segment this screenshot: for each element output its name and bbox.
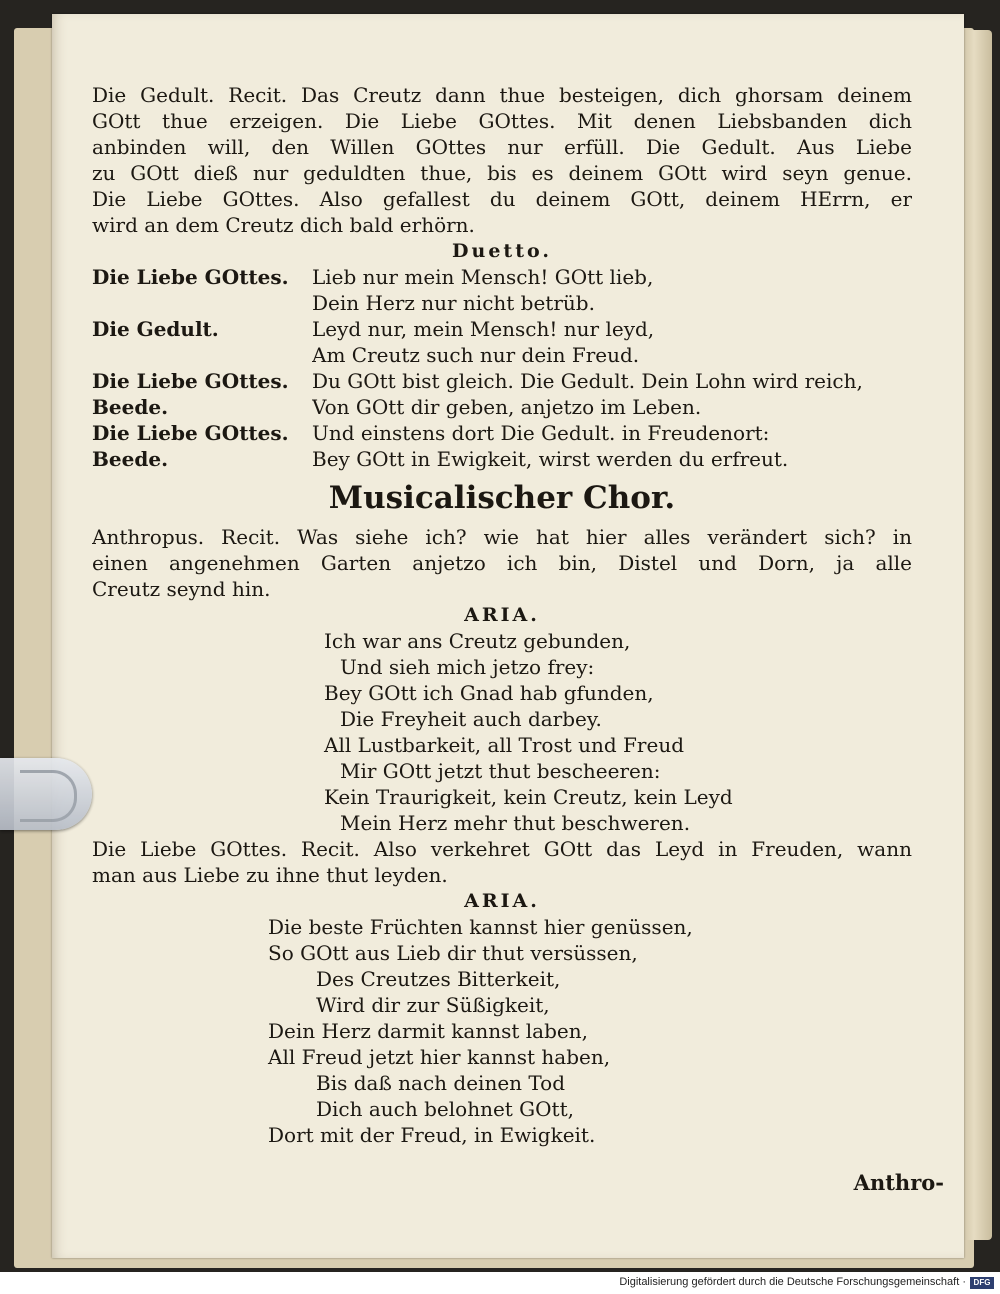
page-edge (962, 30, 992, 1240)
duetto-row (92, 264, 912, 290)
page-clip (0, 758, 92, 830)
aria1-line: Ich war ans Creutz gebunden, (324, 629, 631, 653)
aria2-line: Dort mit der Freud, in Ewigkeit. (268, 1123, 596, 1147)
aria2-line: All Freud jetzt hier kannst haben, (268, 1045, 611, 1069)
verse: Von GOtt dir geben, anjetzo im Leben. (312, 395, 702, 419)
footer-bar (0, 1272, 1000, 1294)
speaker (92, 290, 312, 316)
aria1-line: Mir GOtt jetzt thut bescheeren: (340, 759, 661, 783)
footer-credit: Digitalisierung gefördert durch die Deutsche Forschungsgemeinschaft · (619, 1276, 966, 1288)
recit3-line: Die Liebe GOttes. Recit. Also verkehret GOtt das Leyd in Freuden, wann (92, 837, 912, 861)
speaker (92, 342, 312, 368)
verse: Dein Herz nur nicht betrüb. (312, 291, 595, 315)
speaker: Beede. (92, 395, 169, 419)
duetto-row (92, 394, 912, 420)
speaker: Beede. (92, 447, 169, 471)
recit1-line: Die Gedult. Recit. Das Creutz dann thue besteigen, dich ghorsam deinem (92, 83, 912, 107)
aria1-line: Mein Herz mehr thut beschweren. (340, 811, 691, 835)
speaker: Die Liebe GOttes. (92, 265, 289, 289)
recit1-line: GOtt thue erzeigen. Die Liebe GOttes. Mit denen Liebsbanden dich (92, 109, 912, 133)
duetto-row (92, 290, 912, 316)
aria1-line: Die Freyheit auch darbey. (340, 707, 602, 731)
recit1-line: wird an dem Creutz dich bald erhörn. (92, 213, 475, 237)
verse: Du GOtt bist gleich. Die Gedult. Dein Lohn wird reich, (312, 369, 863, 393)
duetto-row (92, 446, 912, 472)
duetto-row (92, 420, 912, 446)
page-text (92, 82, 912, 1148)
verse: Lieb nur mein Mensch! GOtt lieb, (312, 265, 654, 289)
duetto-row (92, 316, 912, 342)
dfg-logo: DFG (970, 1277, 994, 1289)
speaker: Die Liebe GOttes. (92, 369, 289, 393)
chor-heading: Musicalischer Chor. (328, 480, 676, 516)
aria1-line: All Lustbarkeit, all Trost und Freud (324, 733, 684, 757)
aria2-line: Dich auch belohnet GOtt, (316, 1097, 574, 1121)
verse: Bey GOtt in Ewigkeit, wirst werden du erfreut. (312, 447, 789, 471)
recit3-line: man aus Liebe zu ihne thut leyden. (92, 863, 448, 887)
verse: Und einstens dort Die Gedult. in Freudenort: (312, 421, 770, 445)
aria1-line: Bey GOtt ich Gnad hab gfunden, (324, 681, 654, 705)
aria2-line: Bis daß nach deinen Tod (316, 1071, 566, 1095)
speaker: Die Gedult. (92, 317, 219, 341)
verse: Leyd nur, mein Mensch! nur leyd, (312, 317, 655, 341)
recit1-line: zu GOtt dieß nur geduldten thue, bis es deinem GOtt wird seyn genue. (92, 161, 912, 185)
catchword: Anthro- (853, 1170, 944, 1195)
recit1-line: anbinden will, den Willen GOttes nur erfüll. Die Gedult. Aus Liebe (92, 135, 912, 159)
duetto-heading: Duetto. (452, 240, 552, 262)
recit2-line: einen angenehmen Garten anjetzo ich bin, Distel und Dorn, ja alle (92, 551, 912, 575)
aria1-line: Und sieh mich jetzo frey: (340, 655, 595, 679)
aria2-line: Des Creutzes Bitterkeit, (316, 967, 561, 991)
aria1-line: Kein Traurigkeit, kein Creutz, kein Leyd (324, 785, 733, 809)
speaker: Die Liebe GOttes. (92, 421, 289, 445)
recit2-line: Anthropus. Recit. Was siehe ich? wie hat hier alles verändert sich? in (92, 525, 912, 549)
aria2-line: So GOtt aus Lieb dir thut versüssen, (268, 941, 638, 965)
aria2-line: Die beste Früchten kannst hier genüssen, (268, 915, 693, 939)
aria2-heading: ARIA. (464, 890, 540, 912)
duetto-row (92, 368, 912, 394)
aria2-line: Wird dir zur Süßigkeit, (316, 993, 550, 1017)
aria2-line: Dein Herz darmit kannst laben, (268, 1019, 588, 1043)
recit2-line: Creutz seynd hin. (92, 577, 271, 601)
aria1-heading: ARIA. (464, 604, 540, 626)
verse: Am Creutz such nur dein Freud. (312, 343, 640, 367)
recit1-line: Die Liebe GOttes. Also gefallest du deinem GOtt, deinem HErrn, er (92, 187, 912, 211)
duetto-row (92, 342, 912, 368)
